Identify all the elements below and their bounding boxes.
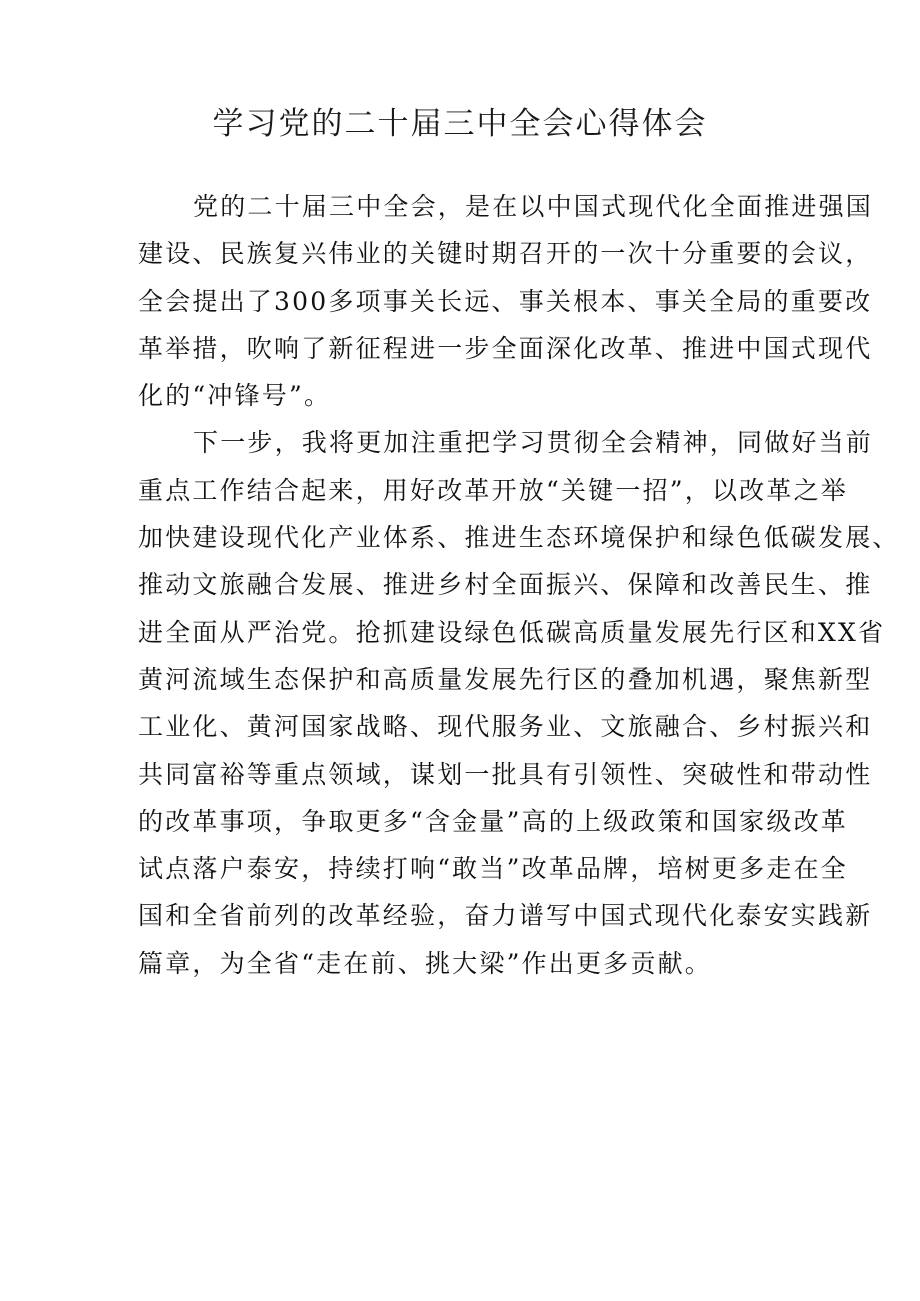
paragraph-line: 共同富裕等重点领域，谋划一批具有引领性、突破性和带动性 [138, 759, 873, 789]
paragraph-1 [138, 183, 874, 419]
paragraph-line: 进全面从严治党。抢抓建设绿色低碳高质量发展先行区和XX省 [138, 617, 886, 647]
paragraph-line: 试点落户泰安，持续打响“敢当”改革品牌，培树更多走在全 [138, 854, 848, 884]
paragraph-line: 推动文旅融合发展、推进乡村全面振兴、保障和改善民生、推 [138, 570, 873, 600]
paragraph-line: 化的“冲锋号”。 [138, 381, 332, 411]
paragraph-line: 黄河流域生态保护和高质量发展先行区的叠加机遇，聚焦新型 [138, 664, 873, 694]
paragraph-line: 全会提出了300多项事关长远、事关根本、事关全局的重要改 [138, 286, 873, 316]
paragraph-line: 篇章，为全省“走在前、挑大梁”作出更多贡献。 [138, 948, 712, 978]
paragraph-line: 革举措，吹响了新征程进一步全面深化改革、推进中国式现代 [138, 333, 873, 363]
paragraph-line: 建设、民族复兴伟业的关键时期召开的一次十分重要的会议， [138, 239, 873, 269]
paragraph-line: 加快建设现代化产业体系、推进生态环境保护和绿色低碳发展、 [138, 523, 900, 553]
paragraph-line: 工业化、黄河国家战略、现代服务业、文旅融合、乡村振兴和 [138, 712, 873, 742]
paragraph-line: 下一步，我将更加注重把学习贯彻全会精神，同做好当前 [193, 428, 874, 458]
paragraph-line: 党的二十届三中全会，是在以中国式现代化全面推进强国 [193, 192, 874, 221]
paragraph-2 [138, 419, 900, 987]
paragraph-line: 重点工作结合起来，用好改革开放“关键一招”，以改革之举 [138, 475, 848, 505]
document-body [138, 183, 900, 987]
paragraph-line: 国和全省前列的改革经验，奋力谱写中国式现代化泰安实践新 [138, 901, 873, 931]
document-title: 学习党的二十届三中全会心得体会 [212, 106, 708, 142]
paragraph-line: 的改革事项，争取更多“含金量”高的上级政策和国家级改革 [138, 806, 848, 836]
